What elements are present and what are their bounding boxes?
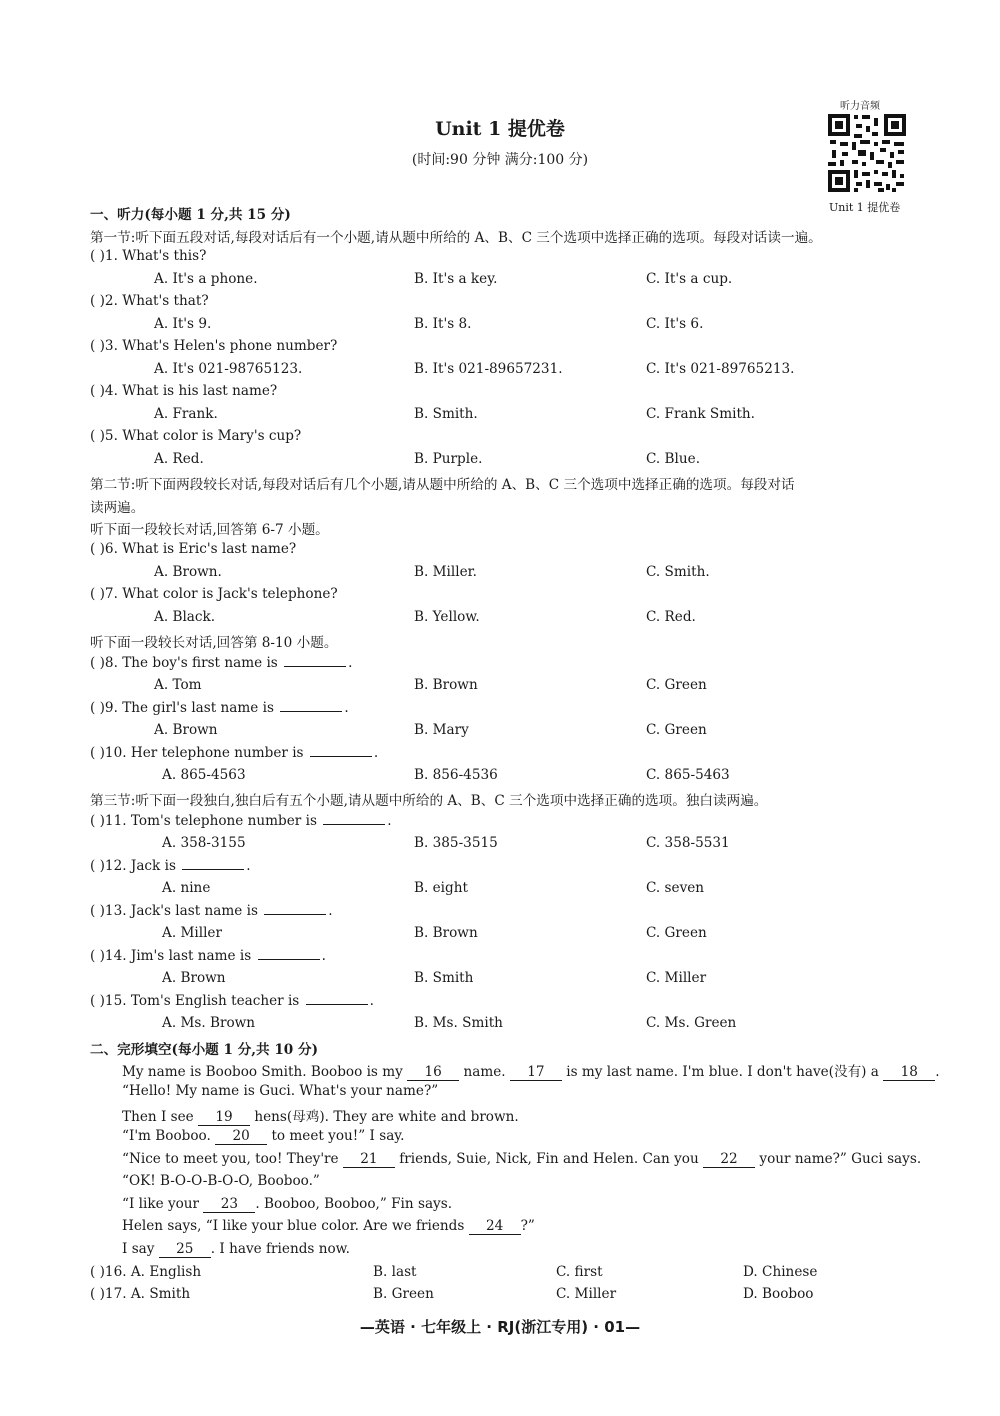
section-heading-cloze: 二、完形填空(每小题 1 分,共 10 分) — [90, 1042, 319, 1058]
option-a[interactable]: A. Brown. — [154, 564, 222, 580]
cloze-text: “Nice to meet you, too! They're — [122, 1151, 339, 1167]
cloze-text: Helen says, “I like your blue color. Are we friends — [122, 1218, 465, 1234]
question-stem: ( )8. The boy's first name is . — [90, 655, 353, 671]
answer-blank[interactable] — [280, 699, 342, 712]
option-a[interactable]: A. It's a phone. — [154, 271, 258, 287]
option-b[interactable]: B. Smith — [414, 970, 474, 986]
option-b[interactable]: B. Mary — [414, 722, 469, 738]
cloze-paragraph — [122, 1060, 940, 1081]
cloze-text: your name?” Guci says. — [759, 1151, 922, 1167]
option-c[interactable]: C. Smith. — [646, 564, 710, 580]
answer-blank[interactable] — [264, 902, 326, 915]
question-text: ( )11. Tom's telephone number is — [90, 813, 317, 829]
option-c[interactable]: C. 358-5531 — [646, 835, 730, 851]
option-c[interactable]: C. It's 6. — [646, 316, 704, 332]
option-b[interactable]: B. It's 8. — [414, 316, 472, 332]
option-b[interactable]: B. Smith. — [414, 406, 478, 422]
option-c[interactable]: C. first — [556, 1264, 603, 1280]
option-c[interactable]: C. Green — [646, 925, 707, 941]
cloze-blank-17[interactable]: 17 — [510, 1064, 562, 1081]
option-b[interactable]: B. Yellow. — [414, 609, 480, 625]
question-stem: ( )12. Jack is . — [90, 858, 251, 874]
option-d[interactable]: D. Chinese — [743, 1264, 818, 1280]
cloze-blank-22[interactable]: 22 — [703, 1151, 755, 1168]
question-text: ( )13. Jack's last name is — [90, 903, 258, 919]
option-c[interactable]: C. Green — [646, 722, 707, 738]
cloze-text: ?” — [520, 1218, 535, 1234]
page-title: Unit 1 提优卷 — [435, 118, 565, 140]
option-a[interactable]: A. 358-3155 — [162, 835, 246, 851]
page-footer: —英语 · 七年级上 · RJ(浙江专用) · 01— — [359, 1318, 641, 1336]
question-stem: ( )10. Her telephone number is . — [90, 745, 379, 761]
cloze-text: friends, Suie, Nick, Fin and Helen. Can you — [399, 1151, 699, 1167]
cloze-text: “I like your — [122, 1196, 200, 1212]
page-subtitle: (时间:90 分钟 满分:100 分) — [411, 152, 589, 168]
option-c[interactable]: C. 865-5463 — [646, 767, 730, 783]
option-a[interactable]: A. Red. — [154, 451, 204, 467]
cloze-blank-21[interactable]: 21 — [343, 1151, 395, 1168]
option-a[interactable]: A. Brown — [162, 970, 226, 986]
question-text: ( )8. The boy's first name is — [90, 655, 278, 671]
option-b[interactable]: B. Brown — [414, 677, 478, 693]
question-stem: ( )15. Tom's English teacher is . — [90, 993, 374, 1009]
option-c[interactable]: C. Miller — [556, 1286, 617, 1302]
cloze-text: Then I see — [122, 1109, 194, 1125]
option-b[interactable]: B. It's a key. — [414, 271, 498, 287]
section1-instruction: 第一节:听下面五段对话,每段对话后有一个小题,请从题中所给的 A、B、C 三个选项中选择正确的选项。每段对话读一遍。 — [90, 230, 822, 246]
qr-label-top: 听力音频 — [840, 101, 880, 112]
cloze-paragraph — [122, 1105, 519, 1126]
option-c[interactable]: C. Green — [646, 677, 707, 693]
option-a[interactable]: A. It's 021-98765123. — [154, 361, 303, 377]
answer-blank[interactable] — [258, 947, 320, 960]
answer-blank[interactable] — [182, 857, 244, 870]
cloze-text: . Booboo, Booboo,” Fin says. — [255, 1196, 453, 1212]
cloze-blank-16[interactable]: 16 — [407, 1064, 459, 1081]
cloze-paragraph — [122, 1196, 452, 1213]
option-b[interactable]: B. last — [373, 1264, 417, 1280]
option-a[interactable]: A. Brown — [154, 722, 218, 738]
cloze-blank-18[interactable]: 18 — [883, 1064, 935, 1081]
option-a[interactable]: A. Black. — [154, 609, 216, 625]
question-stem: ( )7. What color is Jack's telephone? — [90, 586, 338, 602]
cloze-text: . — [935, 1064, 940, 1080]
option-a[interactable]: A. nine — [162, 880, 211, 896]
question-stem: ( )4. What is his last name? — [90, 383, 278, 399]
cloze-paragraph — [122, 1128, 405, 1145]
cloze-blank-24[interactable]: 24 — [469, 1218, 521, 1235]
option-b[interactable]: B. Miller. — [414, 564, 477, 580]
option-b[interactable]: B. Purple. — [414, 451, 483, 467]
question-stem: ( )14. Jim's last name is . — [90, 948, 326, 964]
option-c[interactable]: C. It's a cup. — [646, 271, 733, 287]
question-stem: ( )9. The girl's last name is . — [90, 700, 349, 716]
question-stem: ( )3. What's Helen's phone number? — [90, 338, 338, 354]
question-text: ( )9. The girl's last name is — [90, 700, 274, 716]
qr-caption: Unit 1 提优卷 — [829, 201, 901, 214]
option-b[interactable]: B. Brown — [414, 925, 478, 941]
cloze-blank-25[interactable]: 25 — [159, 1241, 211, 1258]
option-d[interactable]: D. Booboo — [743, 1286, 814, 1302]
section3-instruction: 第三节:听下面一段独白,独白后有五个小题,请从题中所给的 A、B、C 三个选项中选择正确的选项。独白读两遍。 — [90, 793, 768, 809]
option-a[interactable]: A. Frank. — [154, 406, 218, 422]
section2-sub2: 听下面一段较长对话,回答第 8-10 小题。 — [90, 635, 338, 651]
answer-blank[interactable] — [306, 992, 368, 1005]
question-text: ( )12. Jack is — [90, 858, 176, 874]
answer-blank[interactable] — [284, 654, 346, 667]
cloze-blank-20[interactable]: 20 — [215, 1128, 267, 1145]
cloze-paragraph — [122, 1241, 350, 1258]
cloze-blank-23[interactable]: 23 — [203, 1196, 255, 1213]
option-c[interactable]: C. Frank Smith. — [646, 406, 755, 422]
cloze-text: My name is Booboo Smith. Booboo is my — [122, 1064, 403, 1080]
option-a[interactable]: A. Ms. Brown — [162, 1015, 256, 1031]
section2-instruction: 第二节:听下面两段较长对话,每段对话后有几个小题,请从题中所给的 A、B、C 三个选项中选择正确的选项。每段对话 — [90, 477, 795, 493]
option-b[interactable]: B. It's 021-89657231. — [414, 361, 563, 377]
question-stem: ( )6. What is Eric's last name? — [90, 541, 297, 557]
section2-instruction-cont: 读两遍。 — [90, 500, 145, 516]
option-c[interactable]: C. Ms. Green — [646, 1015, 737, 1031]
cloze-text: to meet you!” I say. — [271, 1128, 405, 1144]
cloze-question-17[interactable]: ( )17. A. Smith — [90, 1286, 191, 1302]
question-stem: ( )1. What's this? — [90, 248, 207, 264]
option-a[interactable]: A. 865-4563 — [162, 767, 246, 783]
cloze-paragraph — [122, 1218, 535, 1235]
cloze-text: hens(母鸡). They are white and brown. — [254, 1109, 519, 1125]
option-a[interactable]: A. Tom — [154, 677, 202, 693]
question-text: ( )15. Tom's English teacher is — [90, 993, 300, 1009]
option-c[interactable]: C. Miller — [646, 970, 707, 986]
cloze-text: name. — [463, 1064, 506, 1080]
option-c[interactable]: C. seven — [646, 880, 705, 896]
option-c[interactable]: C. It's 021-89765213. — [646, 361, 795, 377]
option-b[interactable]: B. Green — [373, 1286, 434, 1302]
cloze-blank-19[interactable]: 19 — [198, 1109, 250, 1126]
option-b[interactable]: B. 856-4536 — [414, 767, 498, 783]
cloze-paragraph: “OK! B-O-O-B-O-O, Booboo.” — [122, 1173, 320, 1189]
cloze-paragraph: “Hello! My name is Guci. What's your name?” — [122, 1083, 439, 1099]
cloze-paragraph — [122, 1151, 921, 1168]
answer-blank[interactable] — [323, 812, 385, 825]
cloze-text: “I'm Booboo. — [122, 1128, 211, 1144]
section-heading-listening: 一、听力(每小题 1 分,共 15 分) — [90, 207, 291, 223]
question-stem: ( )2. What's that? — [90, 293, 209, 309]
cloze-text: I say — [122, 1241, 155, 1257]
answer-blank[interactable] — [310, 744, 372, 757]
question-text: ( )10. Her telephone number is — [90, 745, 304, 761]
question-stem: ( )13. Jack's last name is . — [90, 903, 333, 919]
section2-sub1: 听下面一段较长对话,回答第 6-7 小题。 — [90, 522, 329, 538]
cloze-text: is my last name. I'm blue. I don't have(没有) a — [566, 1064, 879, 1080]
cloze-question-16[interactable]: ( )16. A. English — [90, 1264, 202, 1280]
option-a[interactable]: A. Miller — [162, 925, 222, 941]
option-b[interactable]: B. Ms. Smith — [414, 1015, 503, 1031]
option-c[interactable]: C. Red. — [646, 609, 696, 625]
cloze-text: . I have friends now. — [210, 1241, 350, 1257]
option-b[interactable]: B. 385-3515 — [414, 835, 498, 851]
option-c[interactable]: C. Blue. — [646, 451, 701, 467]
option-b[interactable]: B. eight — [414, 880, 468, 896]
question-text: ( )14. Jim's last name is — [90, 948, 252, 964]
question-stem: ( )5. What color is Mary's cup? — [90, 428, 302, 444]
option-a[interactable]: A. It's 9. — [154, 316, 212, 332]
question-stem: ( )11. Tom's telephone number is . — [90, 813, 392, 829]
